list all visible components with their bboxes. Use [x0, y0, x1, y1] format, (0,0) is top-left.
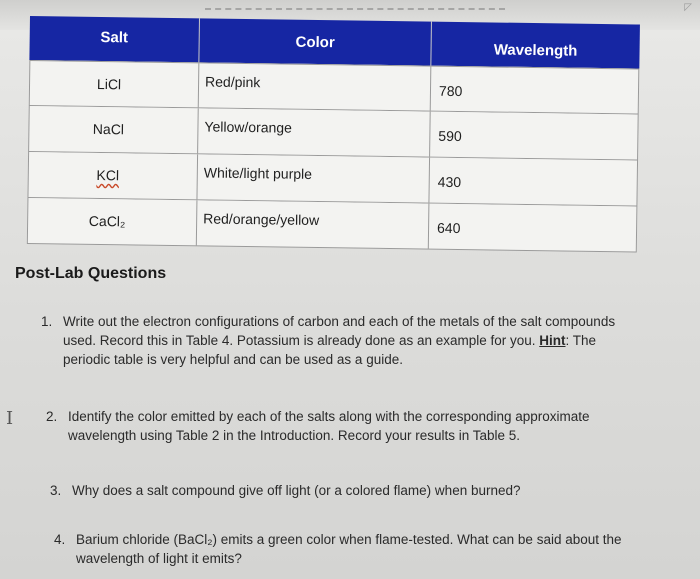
cell-color: Red/orange/yellow [197, 200, 430, 248]
header-wavelength: Wavelength [493, 40, 578, 60]
cell-wavelength: 590 [430, 112, 639, 160]
header-color: Color [199, 18, 432, 65]
text-cursor-icon: I [6, 408, 14, 429]
cell-salt: NaCl [28, 106, 199, 153]
cell-salt-text: KCl [96, 166, 120, 184]
cell-color: Red/pink [199, 63, 432, 110]
question-3 [50, 481, 632, 500]
question-text-continued: : The periodic table is very helpful and can be used as a guide. [63, 333, 597, 367]
corner-mark-icon: ◸ [684, 2, 692, 13]
cell-color: White/light purple [197, 154, 430, 202]
question-4 [54, 530, 636, 568]
salt-table [27, 16, 640, 254]
question-2 [46, 407, 643, 445]
question-text: Barium chloride (BaCl₂) emits a green color when flame-tested. What can be said about the wavelength of light it emits? [76, 532, 622, 566]
cell-salt: CaCl₂ [27, 198, 198, 245]
postlab-title: Post-Lab Questions [15, 265, 167, 282]
question-number: 3. [50, 483, 62, 498]
cell-wavelength: 780 [431, 67, 640, 114]
question-1 [41, 312, 643, 369]
hint-label: Hint [539, 333, 566, 348]
question-text: Identify the color emitted by each of the salts along with the corresponding approximate wavelength using Table 2 in the Introduction. Record your results in Table 5. [68, 409, 590, 443]
question-number: 4. [54, 532, 66, 547]
cell-salt: LiCl [29, 61, 200, 107]
faint-marks [205, 0, 505, 10]
table-row [27, 198, 638, 253]
cell-salt [27, 152, 198, 199]
table-body [27, 60, 640, 252]
cell-color: Yellow/orange [198, 108, 431, 156]
header-salt: Salt [29, 16, 200, 62]
question-text: Why does a salt compound give off light (or a colored flame) when burned? [72, 483, 521, 498]
cell-wavelength: 640 [429, 204, 638, 252]
question-number: 2. [46, 409, 58, 424]
cell-wavelength: 430 [429, 158, 638, 206]
question-number: 1. [41, 314, 53, 329]
question-text: Write out the electron configurations of carbon and each of the metals of the salt compounds used. Record this in Table 4. Potassium is already done as an example for you. [63, 314, 616, 348]
